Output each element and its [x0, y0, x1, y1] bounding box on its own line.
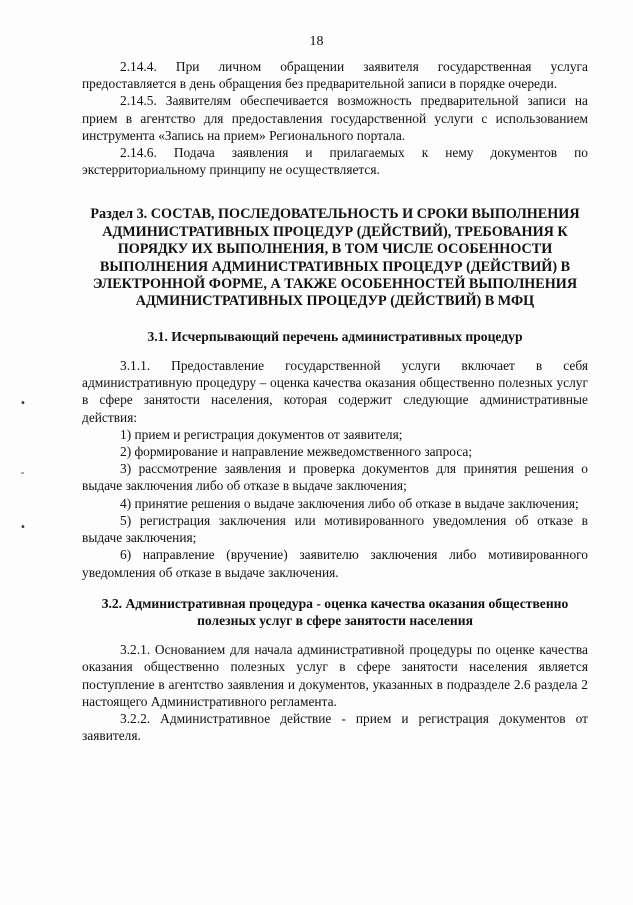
- section-3-heading: Раздел 3. СОСТАВ, ПОСЛЕДОВАТЕЛЬНОСТЬ И СРОКИ ВЫПОЛНЕНИЯ АДМИНИСТРАТИВНЫХ ПРОЦЕДУР (ДЕЙСТВИЙ), ТРЕБОВАНИЯ К ПОРЯДКУ ИХ ВЫПОЛНЕНИЯ, В ТОМ ЧИСЛЕ ОСОБЕННОСТИ ВЫПОЛНЕНИЯ АДМИНИСТРАТИВНЫХ ПРОЦЕДУР (ДЕЙСТВИЙ) В ЭЛЕКТРОННОЙ ФОРМЕ, А ТАКЖЕ ОСОБЕННОСТЕЙ ВЫПОЛНЕНИЯ АДМИНИСТРАТИВНЫХ ПРОЦЕДУР (ДЕЙСТВИЙ) В МФЦ: [90, 206, 580, 310]
- list-item: 2) формирование и направление межведомственного запроса;: [120, 444, 473, 460]
- list-item: 6) направление (вручение) заявителю заключения либо мотивированного уведомления об отказе в выдаче заключения.: [82, 547, 588, 580]
- list-item: 4) принятие решения о выдаче заключения либо об отказе в выдаче заключения;: [120, 495, 579, 511]
- scan-dot: •: [20, 398, 26, 409]
- scan-dot: •: [20, 522, 26, 533]
- subsection-3-1-heading: 3.1. Исчерпывающий перечень административных процедур: [147, 328, 523, 344]
- document-body: [82, 58, 588, 744]
- paragraph-3-1-1: 3.1.1. Предоставление государственной услуги включает в себя административную процедуру – оценка качества оказания общественно полезных услуг в сфере занятости населения, которая содержит следующие административные действия:: [82, 358, 588, 425]
- list-item: 1) прием и регистрация документов от заявителя;: [120, 426, 403, 442]
- page-number: 18: [309, 34, 324, 49]
- list-item: 5) регистрация заключения или мотивированного уведомления об отказе в выдаче заключения;: [82, 512, 588, 546]
- paragraph-2-14-5: 2.14.5. Заявителям обеспечивается возможность предварительной записи на прием в агентство для предоставления государственной услуги с использованием инструмента «Запись на прием» Регионального портала.: [82, 93, 588, 143]
- paragraph-3-2-1: 3.2.1. Основанием для начала административной процедуры по оценке качества оказания общественно полезных услуг в сфере занятости населения является поступление в агентство заявления и документов, указанных в подразделе 2.6 раздела 2 настоящего Административного регламента.: [82, 642, 588, 709]
- paragraph-2-14-6: 2.14.6. Подача заявления и прилагаемых к нему документов по экстерриториальному принципу не осуществляется.: [82, 145, 588, 178]
- paragraph-3-2-2: 3.2.2. Административное действие - прием и регистрация документов от заявителя.: [82, 710, 588, 744]
- scan-dot: ˇ: [20, 472, 25, 483]
- list-item: 3) рассмотрение заявления и проверка документов для принятия решения о выдаче заключения либо об отказе в выдаче заключения;: [82, 461, 588, 494]
- subsection-3-2-heading: 3.2. Административная процедура - оценка качества оказания общественно полезных услуг в сфере занятости населения: [101, 595, 569, 628]
- paragraph-2-14-4: 2.14.4. При личном обращении заявителя государственная услуга предоставляется в день обращения без предварительной записи в порядке очереди.: [82, 59, 588, 92]
